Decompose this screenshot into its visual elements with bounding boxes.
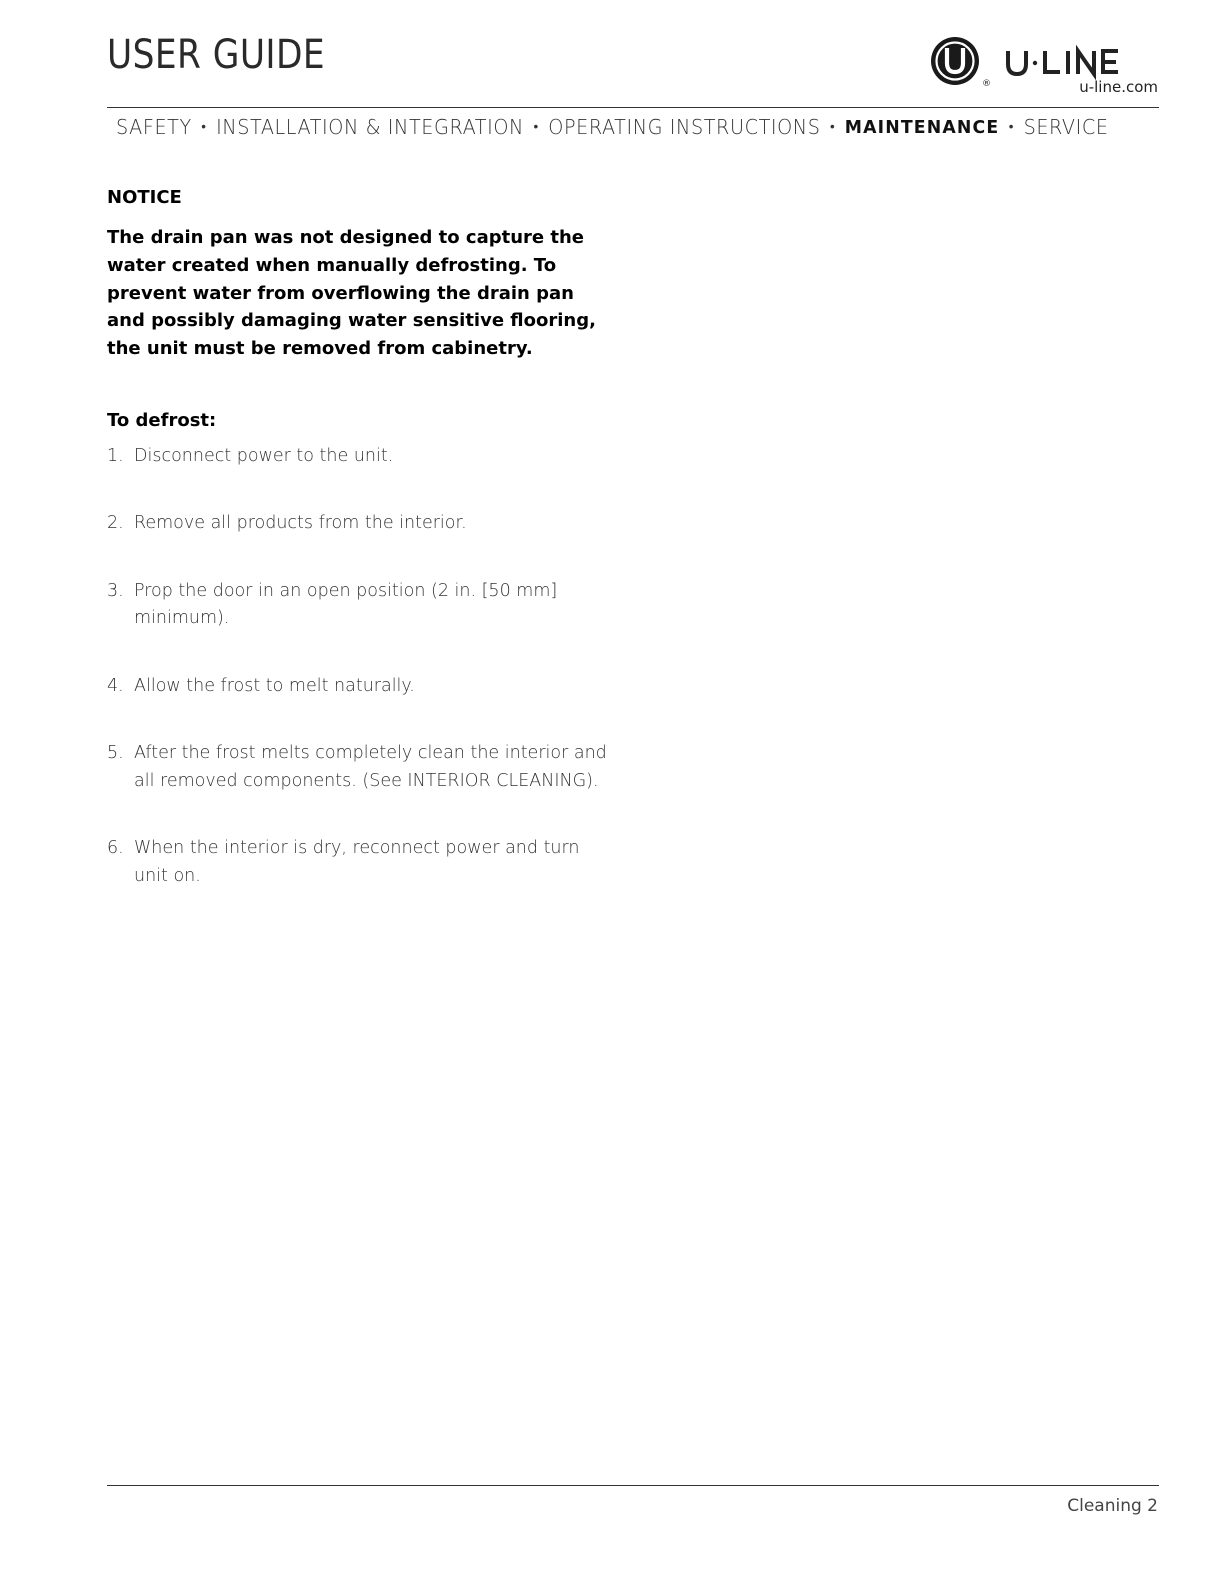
step-number: 6. [107,838,124,859]
step-text: Disconnect power to the unit. [134,445,394,466]
step-text: Prop the door in an open position (2 in. [50 mm] minimum). [134,580,558,629]
main-content [107,184,607,930]
nav-separator: • [1008,119,1015,135]
header-divider [107,107,1159,108]
footer-divider [107,1485,1159,1486]
notice-label: NOTICE [107,187,182,208]
step-text: When the interior is dry, reconnect power and turn unit on. [134,838,580,886]
nav-item-safety: SAFETY [116,115,192,139]
nav-separator: • [830,119,836,135]
list-item [107,510,607,538]
list-item [107,578,607,634]
step-number: 3. [107,580,124,601]
step-number: 5. [107,742,124,763]
svg-text:®: ® [982,79,991,89]
list-item [107,835,607,891]
step-text: After the frost melts completely clean the interior and all removed components. (See INTERIOR CLEANING). [134,742,607,791]
list-item [107,673,607,701]
nav-item-maintenance: MAINTENANCE [844,117,1000,138]
nav-separator: • [533,119,539,135]
nav-item-operating: OPERATING INSTRUCTIONS [548,115,821,139]
step-number: 1. [107,445,124,466]
step-text: Allow the frost to melt naturally. [134,675,415,696]
step-number: 2. [107,513,124,534]
list-item [107,443,607,471]
defrost-steps [107,443,607,891]
page-footer-label: Cleaning 2 [1067,1496,1158,1516]
nav-separator: • [201,119,207,135]
page-title: USER GUIDE [107,32,326,78]
list-item [107,740,607,796]
step-number: 4. [107,675,124,696]
section-nav [116,115,1109,139]
nav-item-service: SERVICE [1023,115,1109,139]
nav-item-installation: INSTALLATION & INTEGRATION [216,115,524,139]
step-text: Remove all products from the interior. [134,513,467,534]
website-url: u-line.com [1079,78,1158,96]
defrost-heading: To defrost: [107,409,217,431]
notice-body: The drain pan was not designed to capture the water created when manually defrosting. To prevent water from overflowing the drain pan and possibly damaging water sensitive flooring, the unit must be removed from cabinetry. [107,227,596,360]
